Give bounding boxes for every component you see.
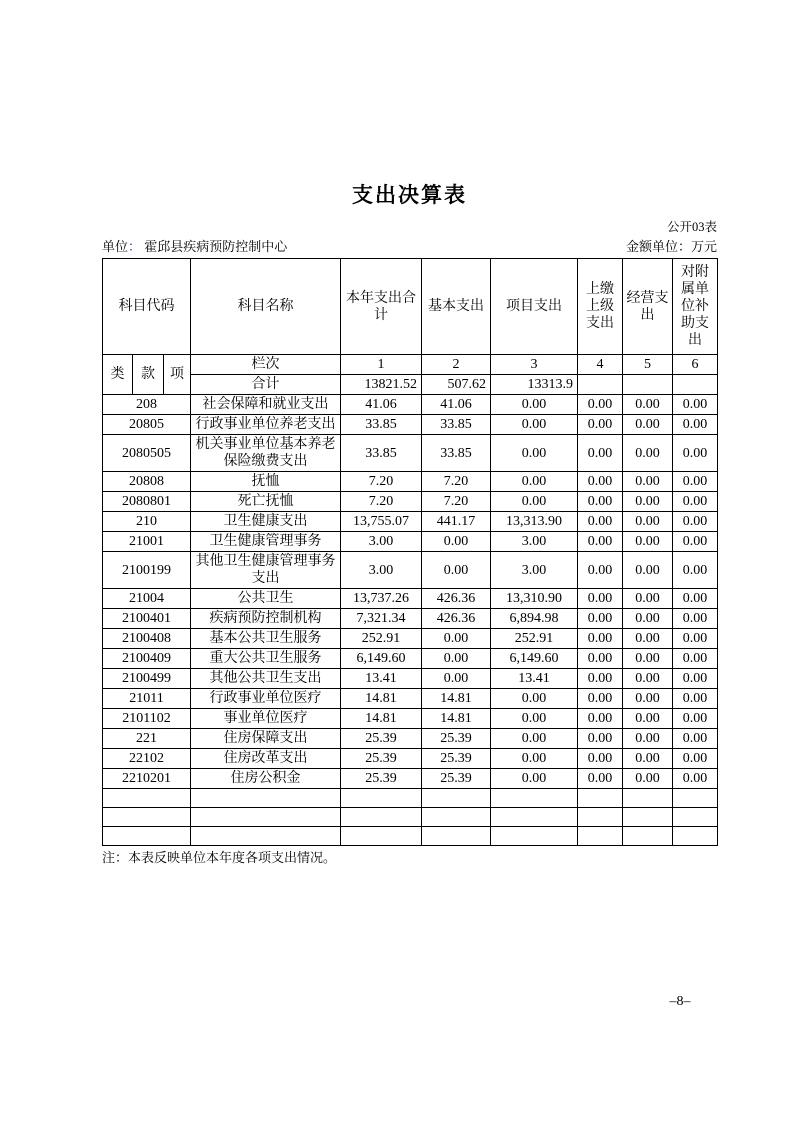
subject-name-cell: 机关事业单位基本养老保险缴费支出	[191, 435, 341, 472]
subject-name-cell: 公共卫生	[191, 589, 341, 609]
amount-cell: 426.36	[422, 609, 491, 629]
amount-cell: 0.00	[623, 472, 673, 492]
amount-cell	[578, 808, 623, 827]
total-value-cell: 507.62	[422, 375, 491, 395]
amount-cell	[623, 808, 673, 827]
amount-cell: 7.20	[422, 472, 491, 492]
header-subsidy-expenditure: 对附属单位补助支出	[673, 259, 718, 355]
amount-cell	[341, 808, 422, 827]
amount-cell: 6,149.60	[341, 649, 422, 669]
amount-cell: 426.36	[422, 589, 491, 609]
amount-cell: 0.00	[673, 669, 718, 689]
subject-code-cell: 208	[103, 395, 191, 415]
total-value-cell: 13821.52	[341, 375, 422, 395]
amount-unit-label: 金额单位：万元	[625, 239, 717, 254]
total-label: 合计	[191, 375, 341, 395]
amount-cell	[578, 789, 623, 808]
subject-code-cell: 20808	[103, 472, 191, 492]
amount-cell: 252.91	[341, 629, 422, 649]
amount-cell: 14.81	[422, 709, 491, 729]
total-value-cell	[623, 375, 673, 395]
amount-cell: 33.85	[422, 435, 491, 472]
amount-cell: 0.00	[491, 492, 578, 512]
amount-cell: 0.00	[673, 492, 718, 512]
amount-cell	[422, 808, 491, 827]
subject-code-cell	[103, 808, 191, 827]
subject-code-cell: 2100499	[103, 669, 191, 689]
column-number-1: 1	[341, 355, 422, 375]
subject-name-cell: 卫生健康支出	[191, 512, 341, 532]
expenditure-table	[102, 258, 718, 846]
amount-cell: 25.39	[422, 769, 491, 789]
page-number: –8–	[669, 994, 691, 1009]
amount-cell: 0.00	[491, 749, 578, 769]
unit-label: 单位	[102, 239, 129, 254]
amount-cell: 0.00	[491, 472, 578, 492]
table-row	[103, 492, 718, 512]
subject-name-cell: 抚恤	[191, 472, 341, 492]
amount-cell: 3.00	[341, 552, 422, 589]
amount-cell	[491, 808, 578, 827]
table-row	[103, 649, 718, 669]
amount-cell: 0.00	[673, 709, 718, 729]
amount-cell: 0.00	[673, 649, 718, 669]
amount-cell: 6,894.98	[491, 609, 578, 629]
subheader-item: 项	[164, 355, 191, 395]
amount-cell: 0.00	[673, 552, 718, 589]
amount-cell: 0.00	[673, 689, 718, 709]
amount-cell: 0.00	[623, 729, 673, 749]
table-row	[103, 629, 718, 649]
amount-cell: 0.00	[623, 649, 673, 669]
table-row	[103, 589, 718, 609]
subject-name-cell: 死亡抚恤	[191, 492, 341, 512]
amount-cell: 3.00	[341, 532, 422, 552]
subject-name-cell	[191, 789, 341, 808]
amount-cell: 0.00	[623, 589, 673, 609]
amount-cell: 0.00	[673, 415, 718, 435]
amount-cell: 0.00	[422, 629, 491, 649]
page-title: 支出决算表	[352, 184, 467, 207]
subject-name-cell: 行政事业单位医疗	[191, 689, 341, 709]
table-row	[103, 472, 718, 492]
amount-cell: 0.00	[422, 669, 491, 689]
subject-name-cell: 社会保障和就业支出	[191, 395, 341, 415]
table-row	[103, 435, 718, 472]
amount-cell: 7,321.34	[341, 609, 422, 629]
subject-name-cell: 疾病预防控制机构	[191, 609, 341, 629]
subject-name-cell: 住房改革支出	[191, 749, 341, 769]
amount-cell	[341, 789, 422, 808]
amount-cell: 0.00	[673, 532, 718, 552]
unit-line	[102, 238, 717, 255]
table-row	[103, 552, 718, 589]
subject-name-cell: 住房保障支出	[191, 729, 341, 749]
subject-code-cell: 21001	[103, 532, 191, 552]
amount-cell: 13,755.07	[341, 512, 422, 532]
amount-cell: 0.00	[673, 749, 718, 769]
amount-cell: 0.00	[578, 769, 623, 789]
table-row	[103, 395, 718, 415]
document-sheet	[102, 0, 717, 866]
amount-cell: 6,149.60	[491, 649, 578, 669]
amount-cell: 25.39	[341, 749, 422, 769]
subject-code-cell: 22102	[103, 749, 191, 769]
subject-code-cell: 21004	[103, 589, 191, 609]
amount-cell: 0.00	[623, 552, 673, 589]
amount-cell: 14.81	[422, 689, 491, 709]
amount-cell: 0.00	[578, 669, 623, 689]
amount-cell: 33.85	[422, 415, 491, 435]
subject-code-cell: 2101102	[103, 709, 191, 729]
subject-code-cell: 2100409	[103, 649, 191, 669]
amount-cell: 0.00	[673, 729, 718, 749]
amount-cell: 33.85	[341, 435, 422, 472]
amount-cell: 7.20	[341, 492, 422, 512]
subject-code-cell: 2100408	[103, 629, 191, 649]
amount-cell: 0.00	[578, 472, 623, 492]
amount-cell: 0.00	[623, 609, 673, 629]
amount-cell	[623, 827, 673, 846]
amount-cell: 0.00	[673, 609, 718, 629]
amount-cell: 0.00	[623, 769, 673, 789]
amount-cell	[673, 808, 718, 827]
amount-cell: 13.41	[341, 669, 422, 689]
amount-cell: 0.00	[491, 435, 578, 472]
amount-cell: 13,737.26	[341, 589, 422, 609]
amount-cell: 25.39	[422, 729, 491, 749]
amount-cell	[422, 827, 491, 846]
column-number-3: 3	[491, 355, 578, 375]
subject-code-cell: 20805	[103, 415, 191, 435]
subject-code-cell	[103, 789, 191, 808]
amount-cell: 41.06	[341, 395, 422, 415]
amount-cell: 0.00	[578, 609, 623, 629]
header-total-expenditure: 本年支出合计	[341, 259, 422, 355]
subject-code-cell: 221	[103, 729, 191, 749]
amount-cell: 0.00	[422, 532, 491, 552]
amount-cell: 0.00	[623, 629, 673, 649]
amount-cell: 33.85	[341, 415, 422, 435]
amount-cell: 252.91	[491, 629, 578, 649]
amount-cell: 0.00	[673, 512, 718, 532]
table-note: 注：本表反映单位本年度各项支出情况。	[102, 850, 337, 865]
amount-cell: 0.00	[578, 415, 623, 435]
amount-cell: 0.00	[491, 395, 578, 415]
subject-name-cell: 卫生健康管理事务	[191, 532, 341, 552]
amount-cell	[623, 789, 673, 808]
amount-cell: 0.00	[422, 649, 491, 669]
empty-table-row	[103, 827, 718, 846]
amount-cell: 0.00	[673, 435, 718, 472]
amount-cell: 0.00	[623, 492, 673, 512]
subject-code-cell: 2210201	[103, 769, 191, 789]
amount-cell: 13,310.90	[491, 589, 578, 609]
amount-cell: 0.00	[578, 512, 623, 532]
amount-cell	[673, 827, 718, 846]
amount-cell: 0.00	[491, 415, 578, 435]
header-row	[103, 259, 718, 355]
amount-cell: 0.00	[578, 589, 623, 609]
doc-code-label: 公开03表	[666, 220, 717, 234]
amount-cell: 0.00	[578, 395, 623, 415]
amount-cell: 0.00	[578, 492, 623, 512]
amount-cell: 41.06	[422, 395, 491, 415]
amount-cell: 0.00	[673, 629, 718, 649]
amount-cell: 0.00	[422, 552, 491, 589]
amount-cell: 0.00	[578, 749, 623, 769]
table-row	[103, 415, 718, 435]
table-row	[103, 669, 718, 689]
subject-name-cell: 基本公共卫生服务	[191, 629, 341, 649]
amount-cell: 0.00	[578, 532, 623, 552]
empty-table-row	[103, 789, 718, 808]
amount-cell: 0.00	[578, 649, 623, 669]
amount-cell: 0.00	[491, 769, 578, 789]
amount-cell: 0.00	[673, 472, 718, 492]
column-number-2: 2	[422, 355, 491, 375]
unit-name: 霍邱县疾病预防控制中心	[144, 239, 288, 254]
total-value-cell: 13313.9	[491, 375, 578, 395]
unit-colon: ：	[128, 239, 142, 254]
subheader-class: 类	[103, 355, 133, 395]
table-row	[103, 749, 718, 769]
amount-cell: 0.00	[623, 709, 673, 729]
table-row	[103, 689, 718, 709]
header-project-expenditure: 项目支出	[491, 259, 578, 355]
column-index-row	[103, 355, 718, 375]
subject-code-cell: 2080801	[103, 492, 191, 512]
amount-cell: 0.00	[491, 689, 578, 709]
header-subject-name: 科目名称	[191, 259, 341, 355]
column-number-6: 6	[673, 355, 718, 375]
amount-cell: 0.00	[578, 689, 623, 709]
subject-code-cell: 210	[103, 512, 191, 532]
amount-cell: 0.00	[623, 749, 673, 769]
amount-cell: 7.20	[422, 492, 491, 512]
amount-cell: 0.00	[623, 415, 673, 435]
table-row	[103, 729, 718, 749]
amount-cell: 0.00	[623, 669, 673, 689]
amount-cell: 3.00	[491, 532, 578, 552]
header-upper-level-expenditure: 上缴上级支出	[578, 259, 623, 355]
amount-cell: 0.00	[491, 709, 578, 729]
amount-cell: 7.20	[341, 472, 422, 492]
total-value-cell	[673, 375, 718, 395]
subject-name-cell: 住房公积金	[191, 769, 341, 789]
amount-cell: 0.00	[578, 729, 623, 749]
amount-cell: 0.00	[623, 689, 673, 709]
amount-cell: 0.00	[491, 729, 578, 749]
subject-name-cell: 其他卫生健康管理事务支出	[191, 552, 341, 589]
subject-name-cell: 事业单位医疗	[191, 709, 341, 729]
table-row	[103, 769, 718, 789]
column-number-4: 4	[578, 355, 623, 375]
amount-cell	[673, 789, 718, 808]
subject-code-cell: 2100401	[103, 609, 191, 629]
subject-name-cell: 重大公共卫生服务	[191, 649, 341, 669]
amount-cell: 25.39	[341, 769, 422, 789]
amount-cell: 0.00	[578, 552, 623, 589]
amount-cell	[341, 827, 422, 846]
amount-cell: 25.39	[422, 749, 491, 769]
subheader-section: 款	[133, 355, 164, 395]
amount-cell: 0.00	[578, 629, 623, 649]
amount-cell	[491, 789, 578, 808]
amount-cell: 13,313.90	[491, 512, 578, 532]
amount-cell: 13.41	[491, 669, 578, 689]
empty-table-row	[103, 808, 718, 827]
amount-cell	[422, 789, 491, 808]
subject-code-cell: 2080505	[103, 435, 191, 472]
subject-code-cell	[103, 827, 191, 846]
subject-code-cell: 2100199	[103, 552, 191, 589]
table-row	[103, 709, 718, 729]
amount-cell: 0.00	[623, 435, 673, 472]
subject-name-cell	[191, 808, 341, 827]
subject-code-cell: 21011	[103, 689, 191, 709]
subject-name-cell	[191, 827, 341, 846]
table-row	[103, 532, 718, 552]
total-value-cell	[578, 375, 623, 395]
amount-cell: 25.39	[341, 729, 422, 749]
header-subject-code: 科目代码	[103, 259, 191, 355]
table-row	[103, 512, 718, 532]
amount-cell: 0.00	[673, 589, 718, 609]
amount-cell: 0.00	[623, 395, 673, 415]
amount-cell: 0.00	[578, 435, 623, 472]
amount-cell: 0.00	[673, 769, 718, 789]
column-number-5: 5	[623, 355, 673, 375]
amount-cell: 0.00	[623, 532, 673, 552]
subject-name-cell: 行政事业单位养老支出	[191, 415, 341, 435]
amount-cell: 0.00	[623, 512, 673, 532]
unit-name-line	[102, 238, 287, 255]
header-operating-expenditure: 经营支出	[623, 259, 673, 355]
amount-cell	[491, 827, 578, 846]
header-basic-expenditure: 基本支出	[422, 259, 491, 355]
amount-cell: 0.00	[578, 709, 623, 729]
amount-cell: 3.00	[491, 552, 578, 589]
amount-cell: 14.81	[341, 709, 422, 729]
subject-name-cell: 其他公共卫生支出	[191, 669, 341, 689]
amount-cell	[578, 827, 623, 846]
amount-cell: 0.00	[673, 395, 718, 415]
table-row	[103, 609, 718, 629]
lanci-label: 栏次	[191, 355, 341, 375]
amount-cell: 441.17	[422, 512, 491, 532]
grand-total-row	[103, 375, 718, 395]
amount-cell: 14.81	[341, 689, 422, 709]
